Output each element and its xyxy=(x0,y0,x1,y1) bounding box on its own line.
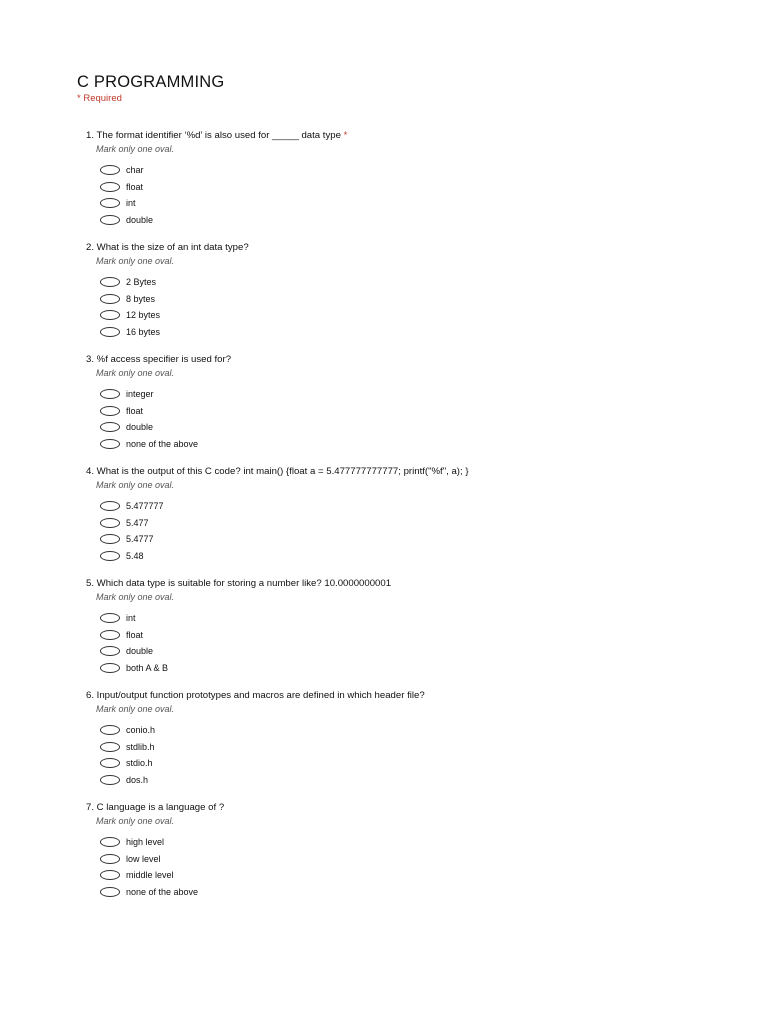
option-label: float xyxy=(126,405,144,416)
radio-oval[interactable] xyxy=(100,277,120,287)
question-text: 7. C language is a language of ? xyxy=(86,802,225,813)
option-label: none of the above xyxy=(126,439,199,450)
question-text: 2. What is the size of an int data type? xyxy=(86,242,249,253)
option-label: low level xyxy=(126,853,161,864)
option[interactable] xyxy=(100,274,726,291)
radio-oval[interactable] xyxy=(100,742,120,752)
question-hint: Mark only one oval. xyxy=(96,592,175,602)
option[interactable] xyxy=(100,867,726,884)
option[interactable] xyxy=(100,834,726,851)
option[interactable] xyxy=(100,403,726,420)
option-label: middle level xyxy=(126,870,174,881)
option-label: 2 Bytes xyxy=(126,277,157,288)
question-hint: Mark only one oval. xyxy=(96,480,175,490)
option-group xyxy=(100,610,726,676)
option[interactable] xyxy=(100,515,726,532)
radio-oval[interactable] xyxy=(100,646,120,656)
question-4 xyxy=(86,466,726,564)
radio-oval[interactable] xyxy=(100,630,120,640)
radio-oval[interactable] xyxy=(100,758,120,768)
option[interactable] xyxy=(100,643,726,660)
radio-oval[interactable] xyxy=(100,198,120,208)
option-group xyxy=(100,498,726,564)
option-label: int xyxy=(126,198,136,209)
radio-oval[interactable] xyxy=(100,406,120,416)
option-label: float xyxy=(126,629,144,640)
option-label: float xyxy=(126,181,144,192)
option-label: high level xyxy=(126,837,165,848)
option-label: 5.48 xyxy=(126,551,144,562)
radio-oval[interactable] xyxy=(100,501,120,511)
option-label: 12 bytes xyxy=(126,310,161,321)
question-text: 1. The format identifier ‘%d’ is also used for _____ data type * xyxy=(86,130,348,141)
question-hint: Mark only one oval. xyxy=(96,144,175,154)
question-text: 4. What is the output of this C code? int main() {float a = 5.477777777777; printf("%f", a); } xyxy=(86,466,469,477)
option-label: 16 bytes xyxy=(126,327,161,338)
radio-oval[interactable] xyxy=(100,613,120,623)
option[interactable] xyxy=(100,627,726,644)
option[interactable] xyxy=(100,195,726,212)
radio-oval[interactable] xyxy=(100,518,120,528)
option-label: 5.4777 xyxy=(126,534,154,545)
radio-oval[interactable] xyxy=(100,294,120,304)
option-label: double xyxy=(126,215,154,226)
radio-oval[interactable] xyxy=(100,215,120,225)
radio-oval[interactable] xyxy=(100,310,120,320)
option[interactable] xyxy=(100,324,726,341)
question-hint: Mark only one oval. xyxy=(96,816,175,826)
question-hint: Mark only one oval. xyxy=(96,368,175,378)
option[interactable] xyxy=(100,755,726,772)
radio-oval[interactable] xyxy=(100,389,120,399)
question-hint: Mark only one oval. xyxy=(96,256,175,266)
option-label: char xyxy=(126,165,144,176)
required-star: * xyxy=(343,130,348,141)
option[interactable] xyxy=(100,548,726,565)
option-label: 8 bytes xyxy=(126,293,156,304)
question-text: 6. Input/output function prototypes and macros are defined in which header file? xyxy=(86,690,425,701)
option-label: int xyxy=(126,613,136,624)
option[interactable] xyxy=(100,419,726,436)
question-1 xyxy=(86,130,726,228)
option-label: 5.477 xyxy=(126,517,149,528)
option-label: integer xyxy=(126,389,154,400)
option[interactable] xyxy=(100,610,726,627)
option-group xyxy=(100,834,726,900)
option[interactable] xyxy=(100,660,726,677)
option-group xyxy=(100,722,726,788)
question-text: 5. Which data type is suitable for storing a number like? 10.0000000001 xyxy=(86,578,392,589)
radio-oval[interactable] xyxy=(100,663,120,673)
option-label: stdlib.h xyxy=(126,741,155,752)
option[interactable] xyxy=(100,498,726,515)
option[interactable] xyxy=(100,307,726,324)
option-group xyxy=(100,386,726,452)
option[interactable] xyxy=(100,772,726,789)
radio-oval[interactable] xyxy=(100,422,120,432)
radio-oval[interactable] xyxy=(100,327,120,337)
radio-oval[interactable] xyxy=(100,870,120,880)
question-5 xyxy=(86,578,726,676)
radio-oval[interactable] xyxy=(100,551,120,561)
question-6 xyxy=(86,690,726,788)
option[interactable] xyxy=(100,386,726,403)
question-7 xyxy=(86,802,726,900)
option[interactable] xyxy=(100,179,726,196)
radio-oval[interactable] xyxy=(100,775,120,785)
option[interactable] xyxy=(100,212,726,229)
radio-oval[interactable] xyxy=(100,887,120,897)
option[interactable] xyxy=(100,851,726,868)
option[interactable] xyxy=(100,291,726,308)
radio-oval[interactable] xyxy=(100,854,120,864)
radio-oval[interactable] xyxy=(100,837,120,847)
radio-oval[interactable] xyxy=(100,534,120,544)
option[interactable] xyxy=(100,722,726,739)
radio-oval[interactable] xyxy=(100,182,120,192)
radio-oval[interactable] xyxy=(100,725,120,735)
question-text: 3. %f access specifier is used for? xyxy=(86,354,232,365)
form-title: C PROGRAMMING xyxy=(77,73,225,91)
option-label: stdio.h xyxy=(126,758,153,769)
option-label: double xyxy=(126,646,154,657)
option-label: both A & B xyxy=(126,663,169,674)
option-group xyxy=(100,274,726,340)
option-label: dos.h xyxy=(126,775,149,786)
option[interactable] xyxy=(100,884,726,901)
option-group xyxy=(100,162,726,228)
option[interactable] xyxy=(100,739,726,756)
question-3 xyxy=(86,354,726,452)
radio-oval[interactable] xyxy=(100,439,120,449)
option-label: conio.h xyxy=(126,725,156,736)
option-label: none of the above xyxy=(126,887,199,898)
option[interactable] xyxy=(100,162,726,179)
required-note: * Required xyxy=(77,93,122,104)
option-label: double xyxy=(126,422,154,433)
option[interactable] xyxy=(100,436,726,453)
option-label: 5.477777 xyxy=(126,501,164,512)
radio-oval[interactable] xyxy=(100,165,120,175)
question-hint: Mark only one oval. xyxy=(96,704,175,714)
question-2 xyxy=(86,242,726,340)
option[interactable] xyxy=(100,531,726,548)
